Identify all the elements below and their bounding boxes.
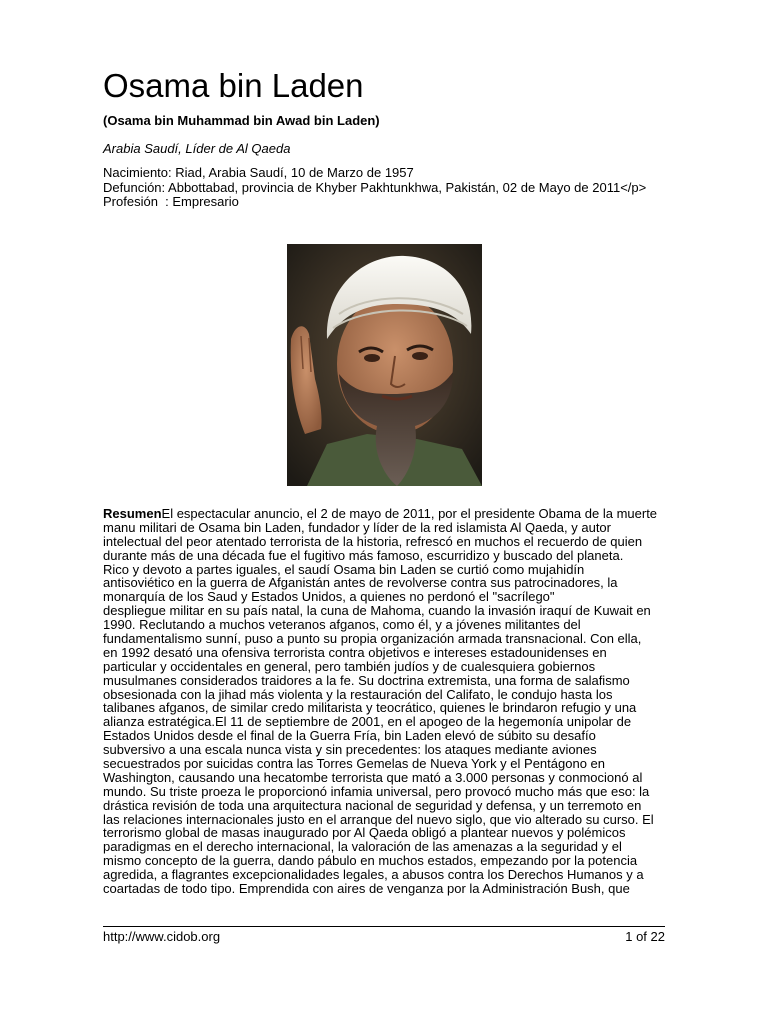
subtitle: Arabia Saudí, Líder de Al Qaeda	[103, 141, 291, 156]
summary-line: particular y occidentales en general, pero también judíos y de cualesquiera gobiernos	[103, 658, 596, 674]
summary-line: coartadas de todo tipo. Emprendida con aires de venganza por la Administración Bush, que	[103, 881, 630, 897]
summary-line: Estados Unidos desde el final de la Guerra Fría, bin Laden elevó de súbito su desafío	[103, 728, 596, 744]
summary-line: paradigmas en el derecho internacional, la valoración de las amenazas a la seguridad y el	[103, 839, 622, 855]
summary-line: Washington, causando una hecatombe terrorista que mató a 3.000 personas y conmocionó al	[103, 769, 643, 785]
summary-line: las relaciones internacionales justo en el arranque del nuevo siglo, que vio alterado su curso. El	[103, 811, 654, 827]
death-fact: Defunción: Abbottabad, provincia de Khyber Pakhtunkhwa, Pakistán, 02 de Mayo de 2011</p>	[103, 179, 647, 195]
footer-divider	[103, 926, 665, 927]
summary-line: subversivo a una escala nunca vista y sin precedentes: los ataques mediante aviones	[103, 742, 597, 758]
summary-line: secuestrados por suicidas contra las Torres Gemelas de Nueva York y el Pentágono en	[103, 756, 605, 772]
summary-line: mismo concepto de la guerra, dando pábulo en muchos estados, empezando por la potencia	[103, 853, 638, 869]
summary-line: agredida, a flagrantes excepcionalidades legales, a abusos contra los Derechos Humanos y a	[103, 867, 644, 883]
summary-line: fundamentalismo sunní, puso a punto su propia organización armada transnacional. Con ella,	[103, 631, 642, 647]
summary-line-text: El espectacular anuncio, el 2 de mayo de 2011, por el presidente Obama de la muerte	[161, 506, 658, 521]
biographical-facts	[103, 166, 646, 210]
summary-line: manu militari de Osama bin Laden, fundador y líder de la red islamista Al Qaeda, y autor	[103, 519, 611, 535]
summary-line: durante más de una década fue el fugitivo más famoso, escurridizo y buscado del planeta.	[103, 547, 624, 563]
birth-fact: Nacimiento: Riad, Arabia Saudí, 10 de Marzo de 1957	[103, 165, 414, 180]
summary-line: terrorismo global de masas inaugurado por Al Qaeda obligó a plantear nuevos y polémicos	[103, 825, 626, 841]
portrait-photo	[287, 244, 482, 486]
summary-line	[103, 507, 673, 521]
full-name: (Osama bin Muhammad bin Awad bin Laden)	[103, 113, 380, 128]
summary-line: intelectual del peor atentado terrorista de la historia, refrescó en muchos el recuerdo de quien	[103, 533, 643, 549]
summary-line: 1990. Reclutando a muchos veteranos afganos, como él, y a jóvenes militantes del	[103, 617, 581, 633]
summary-line: musulmanes considerados traidores a la fe. Su doctrina extremista, una forma de salafismo	[103, 672, 630, 688]
summary-line: antisoviético en la guerra de Afganistán antes de revolverse contra sus patrocinadores, la	[103, 575, 618, 591]
summary-line: mundo. Su triste proeza le proporcionó infamia universal, pero provocó mucho más que eso: la	[103, 783, 650, 799]
summary-label: Resumen	[103, 506, 162, 521]
summary-line: obsesionada con la jihad más violenta y la restauración del Califato, le condujo hasta los	[103, 686, 613, 702]
summary-line: alianza estratégica.El 11 de septiembre de 2001, en el apogeo de la hegemonía unipolar de	[103, 714, 632, 730]
summary-line: Rico y devoto a partes iguales, el saudí Osama bin Laden se curtió como mujahidín	[103, 561, 585, 577]
summary-line: drástica revisión de toda una arquitectura nacional de seguridad y defensa, y un terremoto en	[103, 797, 642, 813]
summary-body	[103, 507, 673, 896]
footer-url-link[interactable]: http://www.cidob.org	[103, 929, 221, 944]
page-number: 1 of 22	[625, 929, 665, 944]
document-title: Osama bin Laden	[103, 67, 364, 104]
summary-line: despliegue militar en su país natal, la cuna de Mahoma, cuando la invasión iraquí de Kuwait en	[103, 603, 651, 619]
profession-fact: Profesión : Empresario	[103, 194, 239, 209]
summary-line: monarquía de los Saud y Estados Unidos, a quienes no perdonó el "sacrílego"	[103, 589, 555, 605]
summary-line: talibanes afganos, de similar credo militarista y teocrático, quienes le brindaron refugio y una	[103, 700, 637, 716]
summary-line: en 1992 desató una ofensiva terrorista contra objetivos e intereses estadounidenses en	[103, 644, 607, 660]
